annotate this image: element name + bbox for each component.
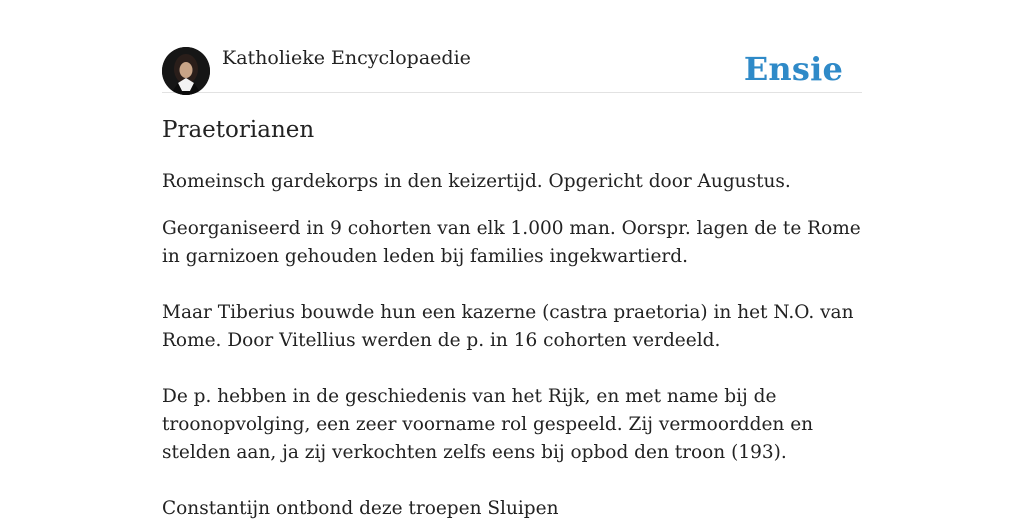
body-paragraph: Constantijn ontbond deze troepen Sluipen	[162, 498, 559, 519]
source-name[interactable]: Katholieke Encyclopaedie	[222, 47, 471, 69]
intro-paragraph: Romeinsch gardekorps in den keizertijd. Opgericht door Augustus.	[162, 171, 791, 192]
header	[162, 0, 862, 93]
avatar[interactable]	[162, 47, 210, 95]
brand-logo[interactable]: Ensie	[743, 50, 843, 88]
page	[162, 0, 862, 519]
body-paragraph: De p. hebben in de geschiedenis van het Rijk, en met name bij de troonopvolging, een zeer voorname rol gespeeld. Zij vermoordden en stelden aan, ja zij verkochten zelfs eens bij opbod den troon (193).	[162, 386, 814, 463]
page-title: Praetorianen	[162, 117, 315, 143]
body-paragraph: Georganiseerd in 9 cohorten van elk 1.000 man. Oorspr. lagen de te Rome in garnizoen gehouden leden bij families ingekwartierd.	[162, 218, 861, 267]
portrait-icon	[162, 47, 210, 95]
body-paragraph: Maar Tiberius bouwde hun een kazerne (castra praetoria) in het N.O. van Rome. Door Vitellius werden de p. in 16 cohorten verdeeld.	[162, 302, 854, 351]
article-body	[162, 215, 862, 523]
